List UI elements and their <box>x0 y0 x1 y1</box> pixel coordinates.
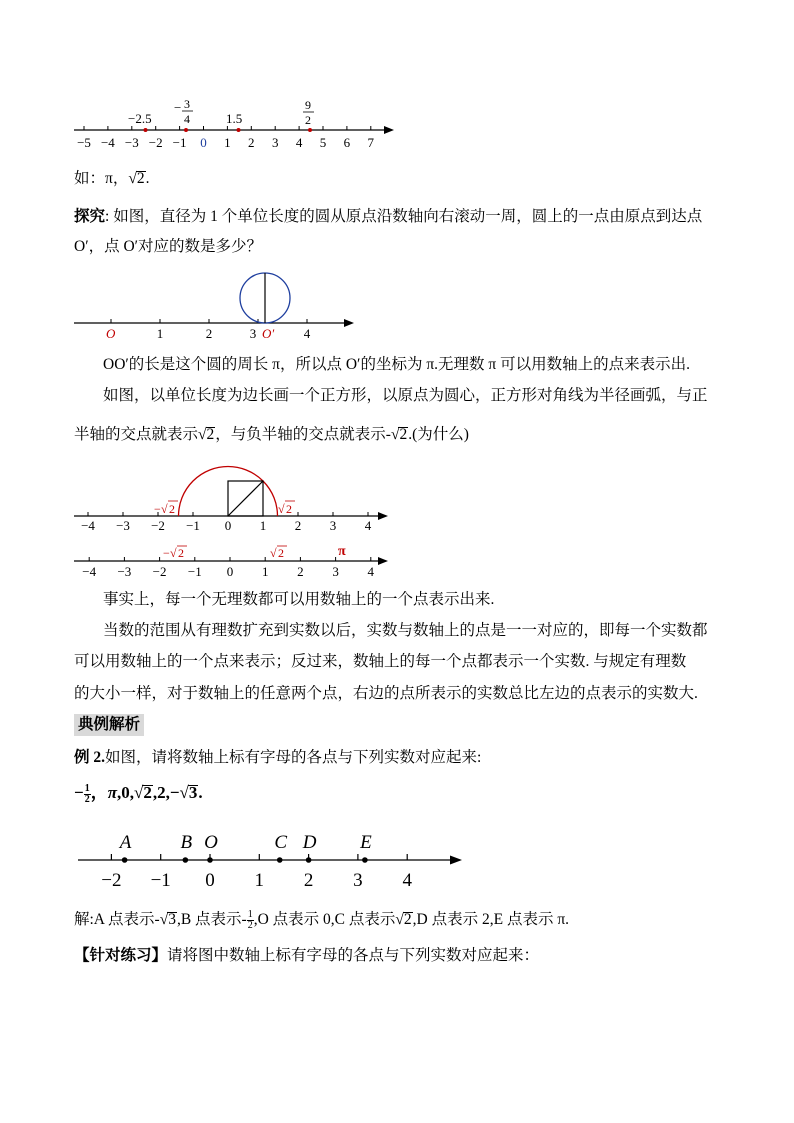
solution-a: 解:A 点表示- <box>74 911 160 929</box>
tick-label: −3 <box>124 135 139 150</box>
tick-label: −1 <box>150 870 171 891</box>
label-9-2-num: 9 <box>305 98 311 112</box>
origin-label: O <box>106 326 116 341</box>
point-d <box>306 857 312 863</box>
tick-label: 1 <box>259 518 267 533</box>
solution-c-root: 2 <box>403 911 412 929</box>
number-line-pi <box>70 540 400 580</box>
tick-label: 4 <box>367 564 375 579</box>
svg-text:√: √ <box>278 502 285 516</box>
tick-label: −4 <box>81 518 95 533</box>
square-text-b: ，与负半轴的交点就表示- <box>215 426 391 443</box>
point-o <box>207 857 213 863</box>
solution-a-root: 3 <box>168 911 176 929</box>
tick-label: −2 <box>148 135 163 150</box>
pi-sqrt2-radicand: 2 <box>278 546 284 560</box>
solution-b: ,B 点表示- <box>176 911 247 929</box>
tick-label: −3 <box>116 518 130 533</box>
tick-label: −4 <box>82 564 97 579</box>
explore-label: 探究 <box>74 208 106 225</box>
neg-sqrt2-sign: − <box>154 502 161 516</box>
label-neg-2-5: −2.5 <box>128 111 152 126</box>
tick-label: −4 <box>100 135 115 150</box>
tick-label: 0 <box>205 870 215 891</box>
label-neg-3-4-sign: − <box>174 100 182 115</box>
para-square-line-1: 如图，以单位长度为边长画一个正方形，以原点为圆心，正方形对角线为半径画弧，与正 <box>103 387 708 404</box>
point-c <box>277 857 283 863</box>
tick-label: 2 <box>294 518 302 533</box>
tick-label: 1 <box>261 564 269 579</box>
tick-label: 4 <box>295 135 303 150</box>
square-text-c: .(为什么) <box>408 426 469 443</box>
pi-neg-sqrt2-radicand: 2 <box>178 546 184 560</box>
o-prime-label: O′ <box>262 326 275 341</box>
point-9-2 <box>308 128 312 132</box>
solution-b-frac: $\frac{1}{2}$ <box>247 909 253 931</box>
list-zero: ,0, <box>116 783 134 802</box>
tick-label: 3 <box>249 326 257 341</box>
square-root-1: 2 <box>206 426 215 443</box>
list-root-three: 3 <box>188 783 198 802</box>
explore-line-1 <box>74 207 702 227</box>
number-line-rational <box>70 95 400 155</box>
point-label-d: D <box>302 832 317 853</box>
example-prefix: 如：π， <box>74 170 129 187</box>
para-square-line-2: 半轴的交点就表示√2，与负半轴的交点就表示-√2.(为什么) <box>74 426 469 443</box>
label-neg-3-4-den: 4 <box>184 112 190 126</box>
solution-d: ,D 点表示 2,E 点表示 π. <box>412 911 570 929</box>
square-root-2: 2 <box>399 426 408 443</box>
para-real-line-1: 当数的范围从有理数扩充到实数以后，实数与数轴上的点是一一对应的，即每一个实数都 <box>103 622 708 639</box>
tick-label: 4 <box>402 870 412 891</box>
practice-text: 请将图中数轴上标有字母的各点与下列实数对应起来： <box>167 947 540 964</box>
square-text-a: 半轴的交点就表示 <box>74 426 199 443</box>
point-label-e: E <box>360 832 372 853</box>
sqrt2-radicand: 2 <box>286 502 292 516</box>
tick-label: 3 <box>329 518 337 533</box>
label-1-5: 1.5 <box>226 111 243 126</box>
neg-sqrt2-radicand: 2 <box>169 502 175 516</box>
example-2-line <box>74 748 481 768</box>
number-line-lettered <box>70 822 470 892</box>
point-neg-2-5 <box>144 128 148 132</box>
tick-label: 3 <box>353 870 363 891</box>
point-1-5 <box>237 128 241 132</box>
tick-label: 6 <box>343 135 351 150</box>
tick-label: 4 <box>303 326 311 341</box>
explore-text-1: : 如图，直径为 1 个单位长度的圆从原点沿数轴向右滚动一周，圆上的一点由原点到达点 <box>105 208 703 225</box>
tick-label: 2 <box>297 564 304 579</box>
tick-label: −2 <box>152 564 167 579</box>
tick-label: −2 <box>151 518 165 533</box>
pi-neg-sqrt2-sign: − <box>163 546 170 560</box>
para-fact: 事实上，每一个无理数都可以用数轴上的一个点表示出来. <box>103 591 495 608</box>
tick-label: 3 <box>332 564 339 579</box>
tick-label: 1 <box>156 326 164 341</box>
tick-label: −1 <box>172 135 187 150</box>
para-real-line-2: 可以用数轴上的一个点来表示；反过来，数轴上的每一个点都表示一个实数. 与规定有理数 <box>74 653 687 670</box>
point-label-o: O <box>204 832 218 853</box>
svg-text:√: √ <box>170 546 177 560</box>
list-end: . <box>198 783 203 802</box>
number-line-square-arc <box>70 458 400 533</box>
example-2-list: − $\frac{1}{2}$ ，π,0,√2,2,−√3. <box>74 782 203 805</box>
point-a <box>122 857 128 863</box>
tick-label: 7 <box>367 135 375 150</box>
point-label-a: A <box>119 832 132 853</box>
explore-line-2: O′，点 O′对应的数是多少？ <box>74 238 263 255</box>
tick-label: 0 <box>226 564 234 579</box>
tick-label: 2 <box>248 135 255 150</box>
tick-label: −1 <box>186 518 200 533</box>
tick-label: 3 <box>271 135 279 150</box>
tick-label: 2 <box>205 326 213 341</box>
tick-label: 1 <box>254 870 265 891</box>
tick-label: 4 <box>364 518 372 533</box>
list-sep: ， <box>90 783 108 802</box>
tick-label: 2 <box>303 870 314 891</box>
label-9-2-den: 2 <box>305 113 311 127</box>
tick-label: −3 <box>117 564 132 579</box>
example-suffix: . <box>145 170 150 187</box>
list-pi: π <box>107 783 117 802</box>
square-diagonal <box>228 481 263 516</box>
point-b <box>183 857 189 863</box>
list-half: $\frac{1}{2}$ <box>84 782 90 805</box>
list-two: ,2,− <box>152 783 180 802</box>
tick-label: 0 <box>224 518 232 533</box>
list-root-two: 2 <box>143 783 152 802</box>
point-label-b: B <box>180 832 193 853</box>
svg-text:√: √ <box>161 502 168 516</box>
example-2-text: 如图，请将数轴上标有字母的各点与下列实数对应起来: <box>105 749 482 766</box>
solution-line: 解:A 点表示-√3,B 点表示- $\frac{1}{2}$ ,O 点表示 0,C 点表示√2,D 点表示 2,E 点表示 π. <box>74 909 570 931</box>
number-line-rolling-circle <box>70 270 370 345</box>
point-e <box>362 857 368 863</box>
point-label-c: C <box>274 832 288 853</box>
practice-label: 【针对练习】 <box>74 947 168 964</box>
list-minus: − <box>74 783 84 802</box>
tick-label: 5 <box>319 135 327 150</box>
practice-line <box>74 946 539 966</box>
tick-label: 1 <box>224 135 231 150</box>
example-line: 如：π，√2. <box>74 170 150 187</box>
solution-c: ,O 点表示 0,C 点表示 <box>253 911 396 929</box>
example-root: 2 <box>136 170 145 187</box>
label-neg-3-4-num: 3 <box>184 97 190 111</box>
section-title: 典例解析 <box>74 714 144 736</box>
pi-label: π <box>338 544 346 559</box>
tick-label: −5 <box>77 135 91 150</box>
para-oo-prime: OO′的长是这个圆的周长 π，所以点 O′的坐标为 π.无理数 π 可以用数轴上的点来表示出. <box>103 356 690 373</box>
para-real-line-3: 的大小一样，对于数轴上的任意两个点，右边的点所表示的实数总比左边的点表示的实数大. <box>74 685 698 702</box>
tick-label: −1 <box>187 564 202 579</box>
tick-label: −2 <box>101 870 122 891</box>
point-neg-3-4 <box>184 128 188 132</box>
tick-label: 0 <box>200 135 207 150</box>
svg-text:√: √ <box>270 546 277 560</box>
example-2-label: 例 2. <box>74 749 106 766</box>
